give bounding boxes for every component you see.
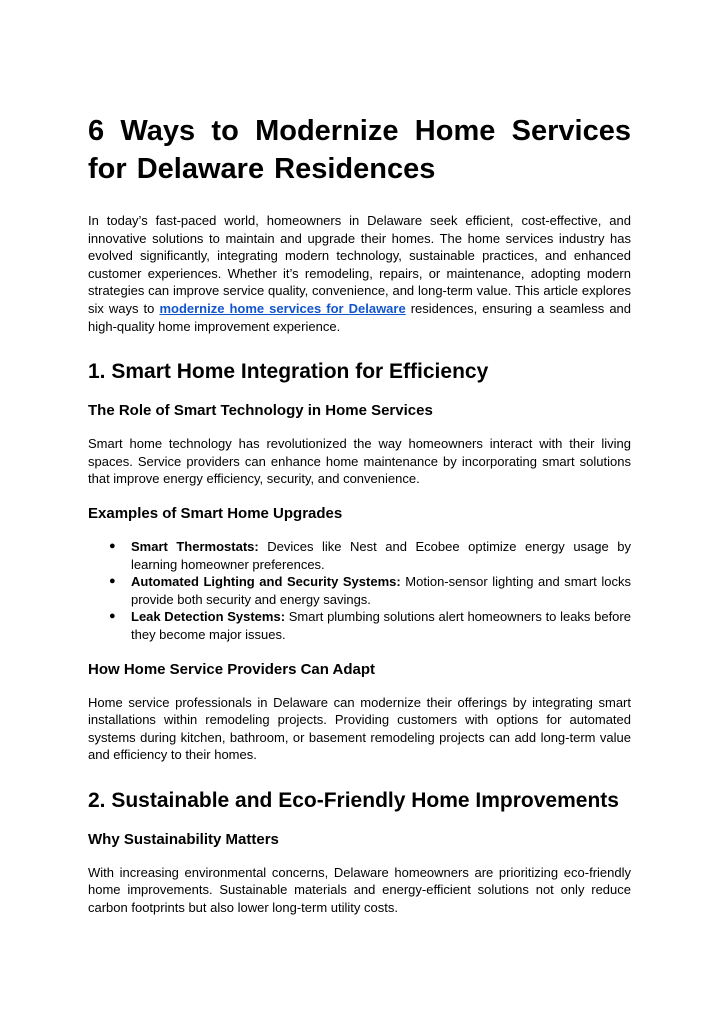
section-2-heading: 2. Sustainable and Eco-Friendly Home Improvements [88,788,619,812]
list-item-title: Leak Detection Systems: [131,609,286,625]
section-1-sub-3-body: Home service professionals in Delaware can modernize their offerings by integrating smart installations within remodeling projects. Providing customers with options for automated systems during kitchen, bathroom, or basement remodeling projects can add long-term value and efficiency to their homes. [88,694,631,763]
section-1-sub-2-heading: Examples of Smart Home Upgrades [88,504,343,522]
intro-text-after-link: residences, ensuring a seamless and high-quality home improvement experience. [88,300,632,334]
list-item [88,608,631,643]
page-title: 6 Ways to Modernize Home Services for Delaware Residences [88,115,631,185]
list-item [88,573,631,608]
document-page [88,112,631,917]
section-1-sub-1-heading: The Role of Smart Technology in Home Services [88,402,433,420]
section-2-sub-1-heading: Why Sustainability Matters [88,830,279,848]
modernize-home-services-link[interactable]: modernize home services for Delaware [159,300,406,316]
intro-text-before-link: In today’s fast-paced world, homeowners in Delaware seek efficient, cost-effective, and innovative solutions to maintain and upgrade their homes. The home services industry has evolved significantly, integrating modern technology, sustainable practices, and enhanced customer experiences. Whether it’s remodeling, repairs, or maintenance, adopting modern strategies can improve service quality, convenience, and long-term value. This article explores six ways to [88,213,631,316]
bullet-icon: ● [109,539,116,552]
list-item-text: Smart plumbing solutions alert homeowners to leaks before they become major issues. [131,609,631,642]
section-2-sub-1-body: With increasing environmental concerns, Delaware homeowners are prioritizing eco-friendly home improvements. Sustainable materials and energy-efficient solutions not only reduce carbon footprints but also lower long-term utility costs. [88,864,631,916]
bullet-icon: ● [109,610,116,623]
section-1-sub-3-heading: How Home Service Providers Can Adapt [88,660,376,678]
list-item-title: Automated Lighting and Security Systems: [131,574,401,590]
list-item-text: Motion-sensor lighting and smart locks provide both security and energy savings. [131,574,631,607]
intro-paragraph [88,212,631,335]
list-item [88,538,631,573]
bullet-icon: ● [109,575,116,588]
section-1-sub-1-body: Smart home technology has revolutionized the way homeowners interact with their living spaces. Service providers can enhance home maintenance by incorporating smart solutions that improve energy efficiency, security, and convenience. [88,436,631,487]
list-item-text: Devices like Nest and Ecobee optimize energy usage by learning homeowner preferences. [131,538,631,572]
section-1-heading: 1. Smart Home Integration for Efficiency [88,360,489,384]
smart-home-upgrades-list [88,538,631,644]
list-item-title: Smart Thermostats: [131,538,259,554]
